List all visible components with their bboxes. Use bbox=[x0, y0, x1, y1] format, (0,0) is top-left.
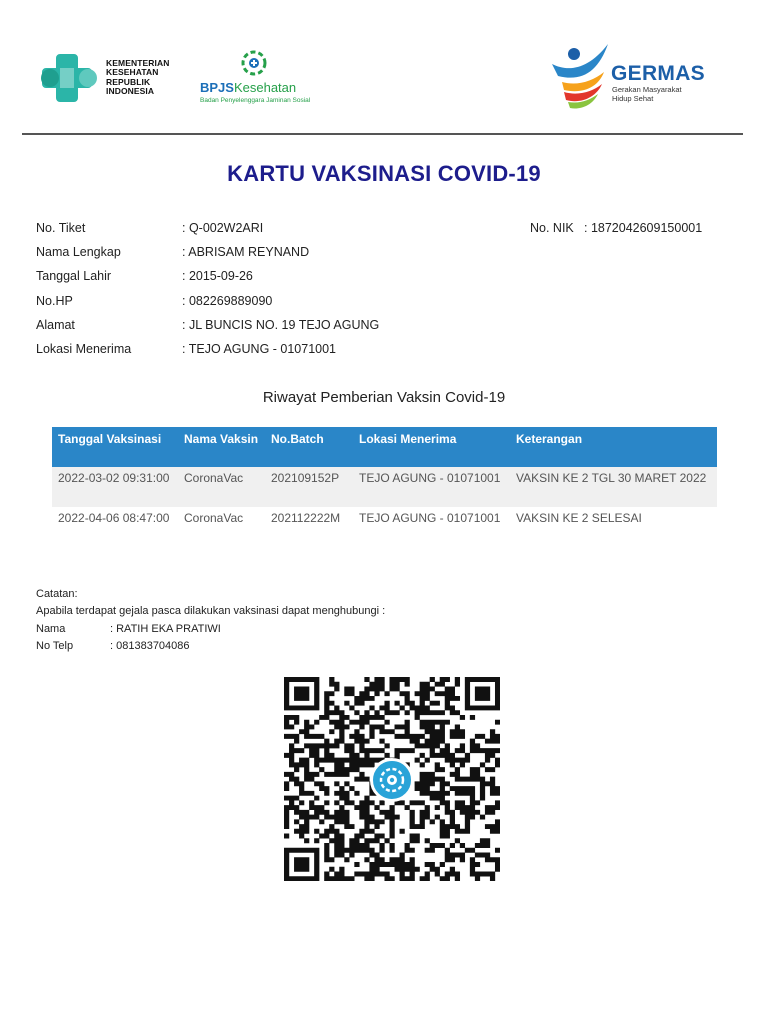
germas-logo-icon bbox=[548, 42, 612, 114]
table-cell: TEJO AGUNG - 01071001 bbox=[353, 467, 510, 507]
history-title: Riwayat Pemberian Vaksin Covid-19 bbox=[262, 389, 506, 406]
info-label: Lokasi Menerima bbox=[36, 341, 132, 356]
kemenkes-line: INDONESIA bbox=[106, 86, 155, 97]
info-value: : 082269889090 bbox=[182, 293, 273, 308]
info-row bbox=[36, 221, 736, 245]
table-cell: 2022-03-02 09:31:00 bbox=[52, 467, 178, 507]
notes-text: Apabila terdapat gejala pasca dilakukan vaksinasi dapat menghubungi : bbox=[36, 605, 386, 618]
nik-label: No. NIK bbox=[530, 221, 574, 235]
info-label: Alamat bbox=[36, 317, 75, 332]
info-value: : 2015-09-26 bbox=[182, 269, 253, 284]
bpjs-name-a: BPJS bbox=[200, 80, 234, 95]
info-row bbox=[36, 269, 736, 293]
info-row bbox=[36, 294, 736, 318]
notes-section bbox=[36, 588, 636, 657]
info-value: : JL BUNCIS NO. 19 TEJO AGUNG bbox=[182, 317, 380, 332]
nik-field bbox=[530, 221, 702, 235]
info-row bbox=[36, 245, 736, 269]
bpjs-name-b: Kesehatan bbox=[233, 80, 297, 95]
column-header: Keterangan bbox=[510, 427, 717, 467]
germas-sub-line: Hidup Sehat bbox=[612, 93, 654, 103]
table-cell: 202109152P bbox=[265, 467, 353, 507]
contact-label: No Telp bbox=[36, 639, 74, 652]
table-row bbox=[52, 467, 717, 507]
vaccination-table bbox=[52, 427, 717, 547]
contact-row bbox=[36, 623, 636, 640]
table-cell: VAKSIN KE 2 TGL 30 MARET 2022 bbox=[510, 467, 717, 507]
bpjs-logo-icon bbox=[238, 48, 270, 78]
table-cell: VAKSIN KE 2 SELESAI bbox=[510, 507, 717, 547]
column-header: Nama Vaksin bbox=[178, 427, 265, 467]
bpjs-subtitle: Badan Penyelenggara Jaminan Sosial bbox=[200, 97, 311, 104]
header-divider bbox=[22, 133, 743, 135]
contact-value: : RATIH EKA PRATIWI bbox=[110, 622, 221, 635]
contact-row bbox=[36, 640, 636, 657]
header bbox=[0, 0, 768, 134]
table-header-row bbox=[52, 427, 717, 467]
contact-label: Nama bbox=[36, 622, 66, 635]
kemenkes-text bbox=[106, 59, 169, 97]
column-header: Tanggal Vaksinasi bbox=[52, 427, 178, 467]
column-header: No.Batch bbox=[265, 427, 353, 467]
info-value: : Q-002W2ARI bbox=[182, 221, 264, 235]
column-header: Lokasi Menerima bbox=[353, 427, 510, 467]
germas-logo bbox=[548, 42, 718, 114]
table-cell: 202112222M bbox=[265, 507, 353, 547]
table-row bbox=[52, 507, 717, 547]
kemenkes-line: KESEHATAN bbox=[106, 67, 159, 78]
contact-value: : 081383704086 bbox=[110, 639, 190, 652]
info-row bbox=[36, 342, 736, 366]
qr-code bbox=[284, 677, 500, 881]
info-value: : TEJO AGUNG - 01071001 bbox=[182, 341, 337, 356]
info-label: No.HP bbox=[36, 293, 73, 308]
kemenkes-logo-icon bbox=[38, 52, 100, 104]
info-label: Nama Lengkap bbox=[36, 245, 121, 260]
info-label: Tanggal Lahir bbox=[36, 269, 112, 284]
germas-sub-line: Gerakan Masyarakat bbox=[612, 85, 682, 94]
germas-name: GERMAS bbox=[611, 62, 705, 85]
nik-value: : 1872042609150001 bbox=[584, 221, 703, 235]
page-title: KARTU VAKSINASI COVID-19 bbox=[227, 161, 541, 186]
info-row bbox=[36, 318, 736, 342]
table-cell: 2022-04-06 08:47:00 bbox=[52, 507, 178, 547]
table-cell: TEJO AGUNG - 01071001 bbox=[353, 507, 510, 547]
kemenkes-line: KEMENTERIAN bbox=[106, 58, 170, 68]
patient-info bbox=[36, 221, 736, 366]
qr-badge-icon bbox=[370, 758, 414, 802]
table-cell: CoronaVac bbox=[178, 507, 265, 547]
notes-heading: Catatan: bbox=[36, 588, 78, 600]
kemenkes-logo bbox=[38, 50, 188, 106]
bpjs-logo bbox=[198, 48, 318, 108]
info-value: : ABRISAM REYNAND bbox=[182, 245, 310, 260]
kemenkes-line: REPUBLIK bbox=[106, 76, 151, 87]
germas-subtitle bbox=[612, 86, 682, 103]
bpjs-name bbox=[200, 80, 296, 95]
table-cell: CoronaVac bbox=[178, 467, 265, 507]
info-label: No. Tiket bbox=[36, 221, 86, 235]
